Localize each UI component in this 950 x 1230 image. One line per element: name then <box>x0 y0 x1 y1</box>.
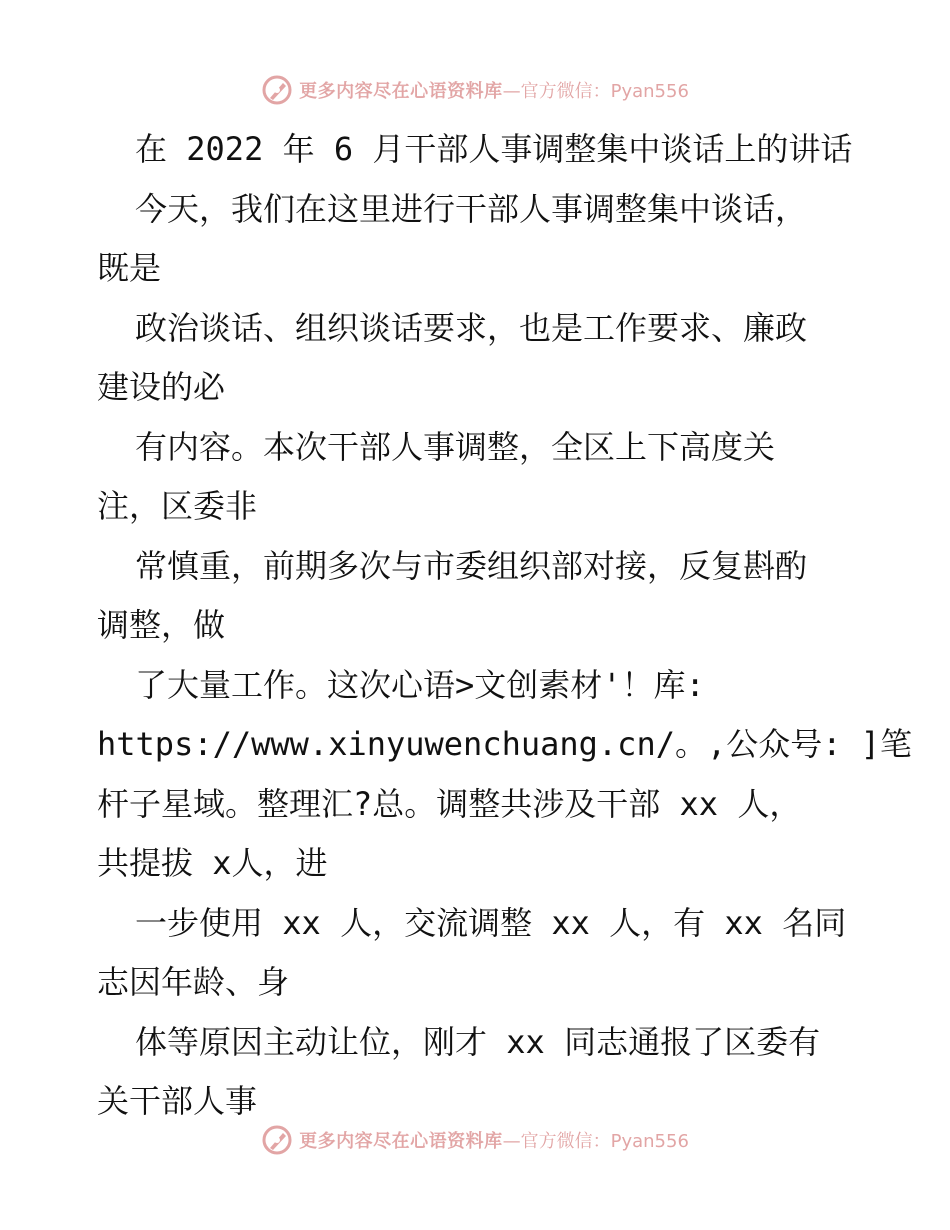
text-line: 杆子星域。整理汇?总。调整共涉及干部 xx 人， <box>97 784 802 823</box>
text-line: 共提拔 x人，进 <box>97 844 328 882</box>
text-line: 既是 <box>97 249 162 287</box>
text-line: 政治谈话、组织谈话要求，也是工作要求、廉政 <box>135 308 808 347</box>
text-line: 注，区委非 <box>97 487 258 525</box>
text-line: 关干部人事 <box>97 1082 258 1120</box>
header-watermark-banner <box>0 70 950 110</box>
text-line: 了大量工作。这次心语>文创素材'！库: <box>135 665 705 704</box>
text-line: https://www.xinyuwenchuang.cn/。,公众号: ]笔 <box>97 725 913 763</box>
text-line: 建设的必 <box>97 368 226 406</box>
text-line: 有内容。本次干部人事调整，全区上下高度关 <box>135 427 776 466</box>
footer-banner-sub: —官方微信：Pyan556 <box>502 1131 689 1152</box>
text-line: 调整，做 <box>97 606 226 644</box>
text-line: 志因年龄、身 <box>97 963 290 1001</box>
text-line: 一步使用 xx 人，交流调整 xx 人，有 xx 名同 <box>135 903 847 942</box>
document-body <box>97 120 913 1132</box>
text-line: 常慎重，前期多次与市委组织部对接，反复斟酌 <box>135 546 808 585</box>
text-line: 今天，我们在这里进行干部人事调整集中谈话， <box>135 189 808 228</box>
pen-logo-icon <box>261 74 293 106</box>
footer-banner-main: 更多内容尽在心语资料库 <box>299 1131 503 1152</box>
footer-watermark-banner <box>0 1120 950 1160</box>
header-banner-sub: —官方微信：Pyan556 <box>502 81 689 102</box>
document-title: 在 2022 年 6 月干部人事调整集中谈话上的讲话 <box>135 130 853 168</box>
text-line: 体等原因主动让位，刚才 xx 同志通报了区委有 <box>135 1022 821 1061</box>
header-banner-main: 更多内容尽在心语资料库 <box>299 81 503 102</box>
pen-logo-icon <box>261 1124 293 1156</box>
